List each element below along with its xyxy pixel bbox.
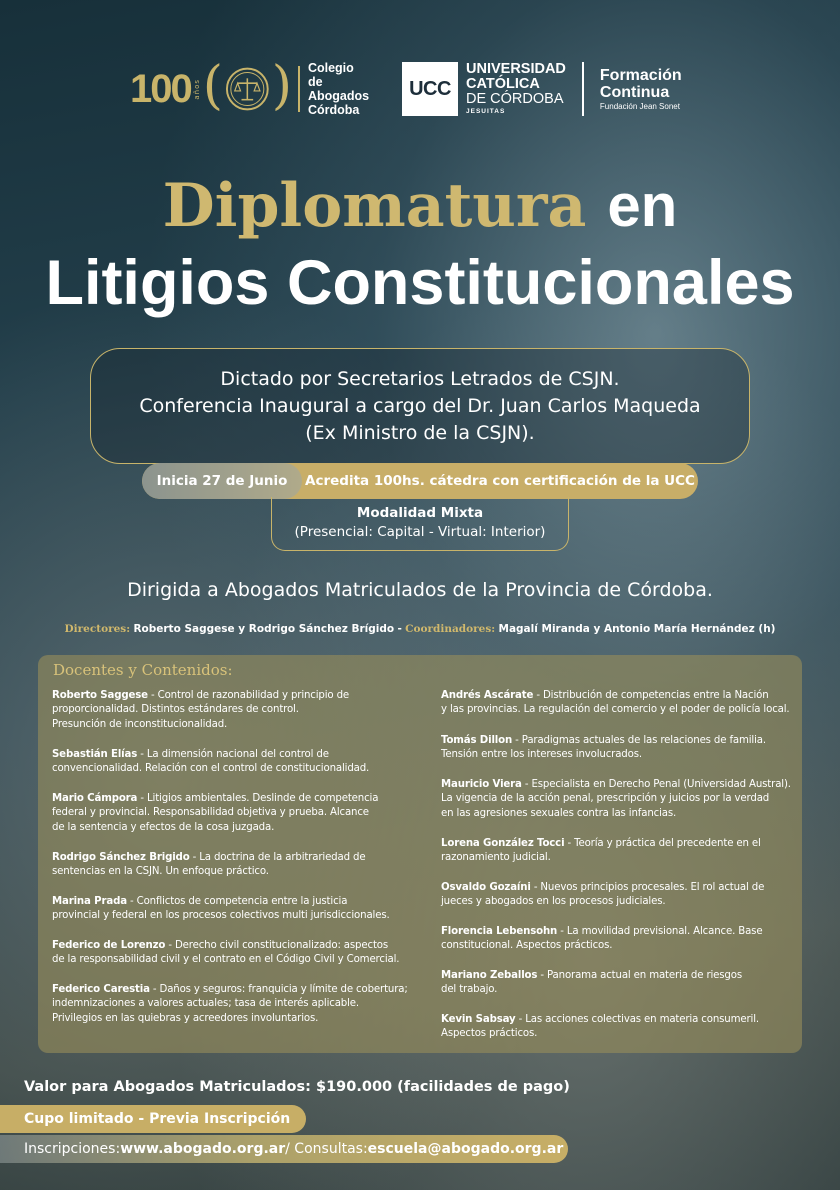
docente-line <box>52 997 422 1011</box>
formacion-continua-logo <box>600 67 682 112</box>
docente-entry <box>441 881 811 910</box>
docente-name: Osvaldo Gozaíni <box>441 882 531 893</box>
docente-line <box>52 909 422 923</box>
docente-name: Marina Prada <box>52 896 127 907</box>
docente-contenido: La vigencia de la acción penal, prescripción y juicios por la verdad <box>441 793 770 805</box>
docente-line <box>441 983 811 997</box>
scales-of-justice-icon <box>225 66 270 112</box>
docente-contenido: y las provincias. La regulación del comercio y el poder de policía local. <box>441 704 790 716</box>
docente-line <box>52 748 422 762</box>
consultas-email-link[interactable]: escuela@abogado.org.ar <box>367 1141 564 1157</box>
ucc-name <box>466 62 566 117</box>
ucc-logo <box>402 60 722 118</box>
docente-line <box>441 837 811 851</box>
directores-label: Directores: <box>64 623 131 635</box>
docente-name: Roberto Saggese <box>52 690 148 701</box>
docente-line <box>441 881 811 895</box>
docente-line <box>441 703 811 717</box>
contact-banner <box>0 1135 568 1163</box>
docente-line <box>52 939 422 953</box>
ucc-name-line: DE CÓRDOBA <box>466 90 564 107</box>
docente-line <box>52 762 422 776</box>
docente-line <box>441 1027 811 1041</box>
docente-line <box>441 807 811 821</box>
docente-entry <box>441 925 811 954</box>
docente-contenido: - Nuevos principios procesales. El rol actual de <box>530 882 765 893</box>
info-line: Conferencia Inaugural a cargo del Dr. Juan Carlos Maqueda <box>139 394 701 417</box>
ucc-name-line: UNIVERSIDAD <box>466 60 566 77</box>
docente-contenido: Privilegios en las quiebras y acreedores involuntarios. <box>52 1012 319 1024</box>
cac-paren-right: ) <box>271 56 292 116</box>
cac-paren-left: ( <box>202 56 224 116</box>
docente-entry <box>52 748 422 777</box>
docente-contenido: indemnizaciones a valores actuales; tasa de interés aplicable. <box>52 998 360 1010</box>
cac-divider <box>298 66 300 112</box>
docente-line <box>52 821 422 835</box>
page-title-line-2: Litigios Constitucionales <box>45 248 795 318</box>
info-line: Dictado por Secretarios Letrados de CSJN. <box>220 367 620 390</box>
coordinadores-label: Coordinadores: <box>405 623 496 635</box>
docente-contenido: constitucional. Aspectos prácticos. <box>441 940 613 952</box>
docente-line <box>52 689 422 703</box>
cac-name-line: Colegio de <box>307 61 354 89</box>
docente-line <box>52 718 422 732</box>
docente-name: Federico de Lorenzo <box>52 940 166 951</box>
docente-contenido: - Control de razonabilidad y principio de <box>147 690 350 701</box>
docente-line <box>441 969 811 983</box>
docente-entry <box>52 895 422 924</box>
inscripciones-label: Inscripciones: <box>24 1141 121 1157</box>
docente-contenido: - Teoría y práctica del precedente en el <box>564 838 761 849</box>
docente-line <box>52 1012 422 1026</box>
docente-contenido: - Derecho civil constitucionalizado: aspectos <box>165 940 389 951</box>
inscripciones-link[interactable]: www.abogado.org.ar <box>120 1141 286 1157</box>
cac-anios-label: años <box>192 78 201 100</box>
docente-contenido: jueces y abogados en los procesos judiciales. <box>441 896 666 908</box>
docente-entry <box>441 837 811 866</box>
docente-name: Florencia Lebensohn <box>441 926 558 937</box>
fc-line: Formación <box>599 66 682 84</box>
docente-contenido: del trabajo. <box>441 984 498 996</box>
credit-badge: Acredita 100hs. cátedra con certificación de la UCC <box>305 473 695 489</box>
docente-entry <box>441 778 811 821</box>
docente-entry <box>52 983 422 1026</box>
cupo-banner <box>0 1105 306 1133</box>
docente-line <box>441 851 811 865</box>
modalidad-box <box>271 497 569 551</box>
audience-text: Dirigida a Abogados Matriculados de la Provincia de Córdoba. <box>127 579 713 601</box>
title-en: en <box>607 172 678 239</box>
ucc-divider <box>582 62 584 116</box>
docente-entry <box>52 689 422 732</box>
fc-sub: Fundación Jean Sonet <box>599 101 680 111</box>
start-date-badge: Inicia 27 de Junio <box>142 463 302 499</box>
docente-line <box>441 1013 811 1027</box>
docente-line <box>52 806 422 820</box>
docente-entry <box>441 689 811 718</box>
docente-line <box>441 734 811 748</box>
docente-line <box>441 778 811 792</box>
docente-contenido: - Paradigmas actuales de las relaciones de familia. <box>512 735 766 746</box>
docente-contenido: - La doctrina de la arbitrariedad de <box>189 852 366 863</box>
info-line: (Ex Ministro de la CSJN). <box>305 421 535 444</box>
ucc-name-line: CATÓLICA <box>466 75 540 92</box>
cac-100-number: 100 <box>130 67 191 111</box>
cupo-text: Cupo limitado - Previa Inscripción <box>24 1111 291 1127</box>
docente-line <box>441 895 811 909</box>
docente-line <box>441 748 811 762</box>
docente-contenido: - Conflictos de competencia entre la justicia <box>126 896 348 907</box>
modalidad-title: Modalidad Mixta <box>356 505 484 521</box>
docente-entry <box>52 939 422 968</box>
staff-separator: - <box>397 623 402 635</box>
info-box <box>90 348 750 464</box>
docente-entry <box>441 1013 811 1042</box>
docente-line <box>52 983 422 997</box>
docente-line <box>52 953 422 967</box>
docente-contenido: provincial y federal en los procesos colectivos multi jurisdiccionales. <box>52 910 390 922</box>
docente-contenido: razonamiento judicial. <box>441 852 551 864</box>
docente-contenido: proporcionalidad. Distintos estándares de control. <box>52 704 299 716</box>
docente-line <box>52 703 422 717</box>
docentes-title: Docentes y Contenidos: <box>53 661 233 679</box>
docente-name: Mariano Zeballos <box>441 970 538 981</box>
docente-contenido: - Las acciones colectivas en materia consumeril. <box>515 1014 759 1025</box>
ucc-box: UCC <box>402 62 458 116</box>
docente-line <box>441 792 811 806</box>
docente-contenido: - Distribución de competencias entre la Nación <box>533 690 769 701</box>
docente-contenido: - Panorama actual en materia de riesgos <box>537 970 742 981</box>
docente-name: Kevin Sabsay <box>441 1014 516 1025</box>
docente-contenido: - La dimensión nacional del control de <box>137 749 329 760</box>
docente-contenido: - Litigios ambientales. Deslinde de competencia <box>137 793 379 804</box>
docente-contenido: de la responsabilidad civil y el contrato en el Código Civil y Comercial. <box>52 954 400 966</box>
docente-entry <box>441 734 811 763</box>
docente-contenido: - Especialista en Derecho Penal (Universidad Austral). <box>521 779 791 790</box>
price-text: Valor para Abogados Matriculados: $190.000 (facilidades de pago) <box>24 1079 570 1095</box>
docente-entry <box>441 969 811 998</box>
docente-contenido: sentencias en la CSJN. Un enfoque práctico. <box>52 866 269 878</box>
modalidad-detail: (Presencial: Capital - Virtual: Interior) <box>294 524 546 540</box>
ucc-jesuitas: JESUITAS <box>466 107 506 115</box>
docente-name: Lorena González Tocci <box>441 838 565 849</box>
docente-line <box>441 939 811 953</box>
consultas-label: / Consultas: <box>285 1141 368 1157</box>
docente-line <box>52 851 422 865</box>
docente-name: Mauricio Viera <box>441 779 522 790</box>
docente-entry <box>52 851 422 880</box>
docente-line <box>52 865 422 879</box>
docente-contenido: convencionalidad. Relación con el control de constitucionalidad. <box>52 763 370 775</box>
docente-entry <box>52 792 422 835</box>
docente-name: Tomás Dillon <box>441 735 513 746</box>
coordinadores-names: Magalí Miranda y Antonio María Hernández (h) <box>498 623 776 635</box>
docente-contenido: federal y provincial. Responsabilidad objetiva y prueba. Alcance <box>52 807 369 819</box>
docente-line <box>52 895 422 909</box>
page-title-line-1 <box>0 168 840 244</box>
dates-pill <box>142 463 698 499</box>
docente-contenido: Tensión entre los intereses involucrados. <box>441 749 642 761</box>
docente-line <box>441 925 811 939</box>
docente-contenido: de la sentencia y efectos de la cosa juzgada. <box>52 821 275 833</box>
docente-line <box>52 792 422 806</box>
title-diplomatura: Diplomatura <box>162 171 587 241</box>
docente-name: Andrés Ascárate <box>441 690 534 701</box>
docente-contenido: - Daños y seguros: franquicia y límite de cobertura; <box>149 984 408 995</box>
docente-contenido: - La movilidad previsional. Alcance. Base <box>557 926 763 937</box>
cac-name-line: Abogados <box>307 89 370 103</box>
docente-contenido: Aspectos prácticos. <box>441 1028 538 1040</box>
docente-name: Mario Cámpora <box>52 793 138 804</box>
docente-name: Federico Carestia <box>52 984 150 995</box>
cac-name-line: Córdoba <box>307 103 360 117</box>
docente-name: Rodrigo Sánchez Brigido <box>52 852 190 863</box>
colegio-abogados-logo <box>130 56 370 118</box>
docente-line <box>441 689 811 703</box>
directores-names: Roberto Saggese y Rodrigo Sánchez Brígido <box>133 623 395 635</box>
cac-name <box>308 61 370 117</box>
docente-contenido: Presunción de inconstitucionalidad. <box>52 718 228 730</box>
docente-contenido: en las agresiones sexuales contra las infancias. <box>441 807 677 819</box>
docente-name: Sebastián Elías <box>52 749 138 760</box>
fc-line: Continua <box>599 83 670 101</box>
staff-line <box>0 621 840 637</box>
